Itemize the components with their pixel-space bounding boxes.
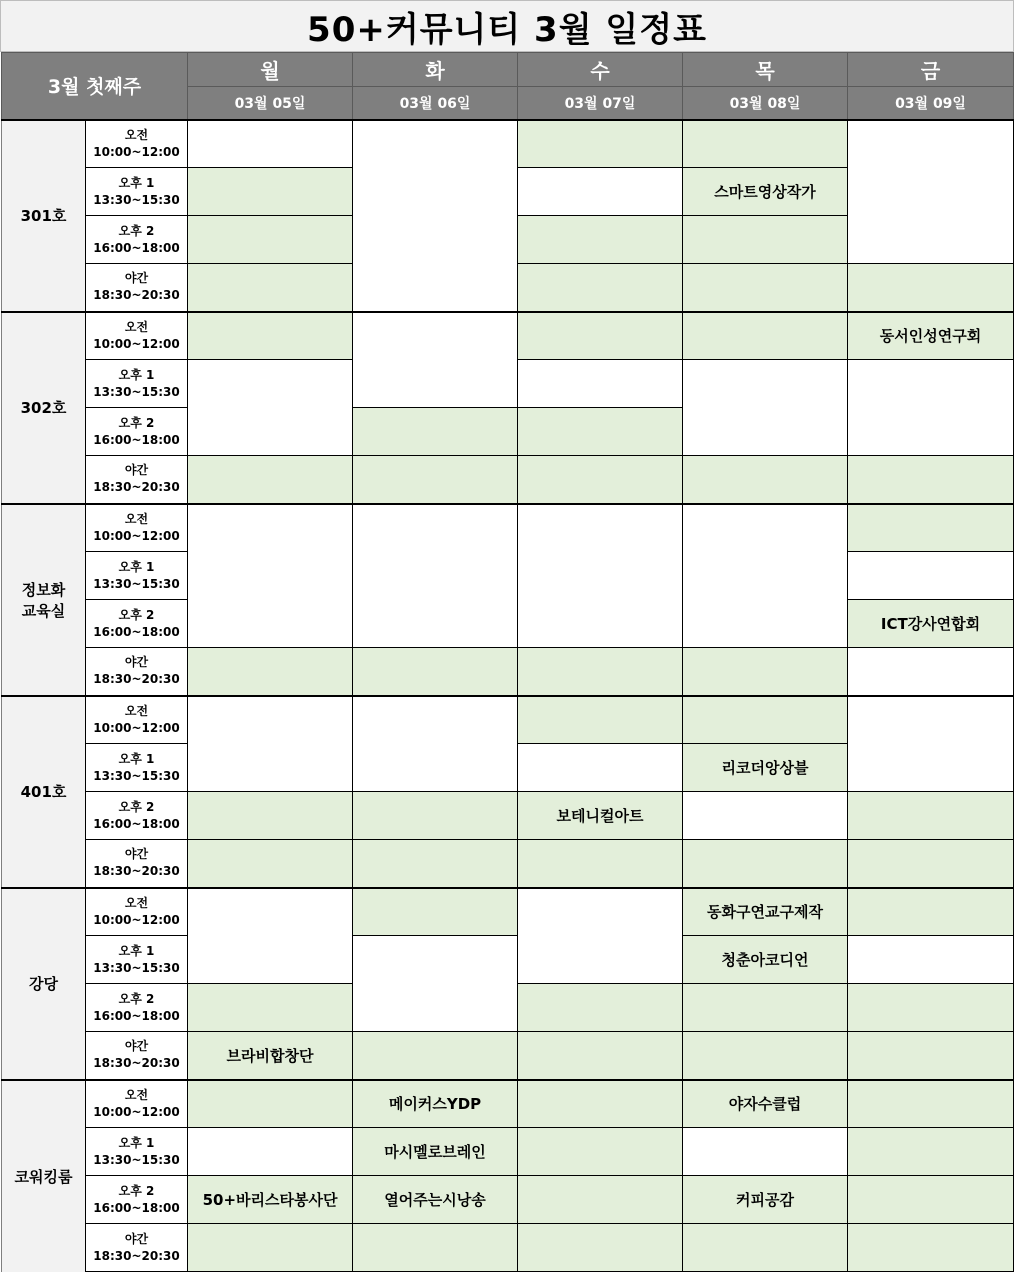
schedule-cell [353, 120, 518, 312]
schedule-cell [848, 1128, 1014, 1176]
schedule-cell [518, 744, 683, 792]
slot-time: 13:30~15:30 [93, 960, 180, 975]
schedule-cell [353, 456, 518, 504]
slot-time: 18:30~20:30 [93, 672, 180, 687]
event-cell: 마시멜로브레인 [353, 1128, 518, 1176]
slot-label [86, 456, 188, 504]
schedule-cell [683, 648, 848, 696]
event-cell: 커피공감 [683, 1176, 848, 1224]
date-header-mon: 03월 05일 [188, 87, 353, 120]
schedule-cell [683, 456, 848, 504]
date-header-fri: 03월 09일 [848, 87, 1014, 120]
schedule-cell [188, 264, 353, 312]
event-cell: ICT강사연합회 [848, 600, 1014, 648]
slot-time: 13:30~15:30 [93, 576, 180, 591]
day-header-fri: 금 [848, 53, 1014, 87]
slot-label [86, 840, 188, 888]
slot-name: 오후 1 [118, 175, 155, 190]
slot-time: 13:30~15:30 [93, 768, 180, 783]
slot-time: 13:30~15:30 [93, 192, 180, 207]
schedule-cell [353, 408, 518, 456]
schedule-cell [353, 648, 518, 696]
slot-time: 10:00~12:00 [93, 912, 180, 927]
slot-name: 야간 [124, 463, 149, 478]
schedule-cell [518, 696, 683, 744]
slot-time: 16:00~18:00 [93, 816, 180, 831]
slot-label [86, 264, 188, 312]
schedule-cell [353, 312, 518, 408]
schedule-cell [518, 216, 683, 264]
event-cell: 야자수클럽 [683, 1080, 848, 1128]
room-label: 강당 [2, 888, 86, 1080]
slot-name: 오전 [124, 895, 149, 910]
schedule-cell [188, 360, 353, 456]
slot-label [86, 792, 188, 840]
schedule-cell [353, 504, 518, 648]
slot-label [86, 648, 188, 696]
schedule-cell [518, 408, 683, 456]
slot-label [86, 216, 188, 264]
event-cell: 보테니컬아트 [518, 792, 683, 840]
schedule-cell [683, 216, 848, 264]
day-header-thu: 목 [683, 53, 848, 87]
slot-label [86, 600, 188, 648]
schedule-cell [848, 1080, 1014, 1128]
slot-name: 오후 2 [118, 799, 155, 814]
schedule-cell [848, 648, 1014, 696]
event-cell: 메이커스YDP [353, 1080, 518, 1128]
slot-label [86, 168, 188, 216]
slot-label [86, 1176, 188, 1224]
schedule-cell [683, 1224, 848, 1272]
schedule-cell [518, 840, 683, 888]
slot-time: 13:30~15:30 [93, 1152, 180, 1167]
slot-name: 오전 [124, 127, 149, 142]
schedule-cell [188, 120, 353, 168]
slot-time: 18:30~20:30 [93, 1056, 180, 1071]
schedule-cell [518, 312, 683, 360]
slot-label [86, 1032, 188, 1080]
event-cell: 50+바리스타봉사단 [188, 1176, 353, 1224]
slot-name: 야간 [124, 847, 149, 862]
slot-label [86, 408, 188, 456]
schedule-cell [518, 1128, 683, 1176]
slot-label [86, 1080, 188, 1128]
schedule-cell [848, 984, 1014, 1032]
event-cell: 청춘아코디언 [683, 936, 848, 984]
slot-label [86, 360, 188, 408]
schedule-cell [188, 888, 353, 984]
slot-label [86, 744, 188, 792]
slot-time: 10:00~12:00 [93, 336, 180, 351]
slot-label [86, 936, 188, 984]
schedule-cell [353, 1032, 518, 1080]
slot-name: 오전 [124, 1087, 149, 1102]
slot-time: 10:00~12:00 [93, 144, 180, 159]
slot-time: 16:00~18:00 [93, 240, 180, 255]
schedule-cell [683, 312, 848, 360]
event-cell: 열어주는시낭송 [353, 1176, 518, 1224]
schedule-cell [188, 216, 353, 264]
slot-label [86, 1128, 188, 1176]
slot-time: 16:00~18:00 [93, 432, 180, 447]
schedule-cell [353, 1224, 518, 1272]
date-header-thu: 03월 08일 [683, 87, 848, 120]
slot-name: 오후 2 [118, 1183, 155, 1198]
schedule-table [1, 52, 1014, 1272]
room-label: 401호 [2, 696, 86, 888]
schedule-cell [518, 456, 683, 504]
schedule-cell [188, 504, 353, 648]
week-label: 3월 첫째주 [2, 53, 188, 120]
event-cell: 동화구연교구제작 [683, 888, 848, 936]
slot-name: 오전 [124, 511, 149, 526]
schedule-cell [518, 504, 683, 648]
schedule-cell [188, 1080, 353, 1128]
room-label-line2: 교육실 [21, 601, 66, 620]
event-cell: 브라비합창단 [188, 1032, 353, 1080]
schedule-cell [518, 264, 683, 312]
schedule-cell [848, 1224, 1014, 1272]
schedule-cell [353, 840, 518, 888]
slot-name: 야간 [124, 1231, 149, 1246]
slot-label [86, 888, 188, 936]
slot-name: 오후 2 [118, 223, 155, 238]
schedule-cell [848, 264, 1014, 312]
schedule-cell [848, 552, 1014, 600]
slot-name: 오후 1 [118, 1135, 155, 1150]
schedule-cell [353, 936, 518, 1032]
schedule-cell [848, 840, 1014, 888]
day-header-wed: 수 [518, 53, 683, 87]
slot-time: 16:00~18:00 [93, 1008, 180, 1023]
schedule-cell [188, 456, 353, 504]
schedule-cell [518, 1080, 683, 1128]
schedule-cell [353, 888, 518, 936]
schedule-cell [848, 792, 1014, 840]
slot-name: 오후 2 [118, 607, 155, 622]
schedule-cell [518, 168, 683, 216]
slot-label [86, 312, 188, 360]
schedule-cell [188, 1128, 353, 1176]
schedule-cell [518, 888, 683, 984]
room-label-line1: 정보화 [21, 580, 66, 599]
day-header-mon: 월 [188, 53, 353, 87]
schedule-cell [188, 696, 353, 792]
schedule-cell [353, 696, 518, 792]
schedule-cell [683, 1128, 848, 1176]
schedule-cell [188, 168, 353, 216]
schedule-cell [188, 840, 353, 888]
schedule-cell [518, 648, 683, 696]
schedule-cell [683, 840, 848, 888]
slot-name: 오전 [124, 703, 149, 718]
slot-label [86, 504, 188, 552]
day-header-tue: 화 [353, 53, 518, 87]
schedule-cell [848, 1032, 1014, 1080]
slot-name: 오후 1 [118, 943, 155, 958]
slot-time: 18:30~20:30 [93, 480, 180, 495]
schedule-cell [683, 504, 848, 648]
schedule-cell [848, 888, 1014, 936]
schedule-cell [188, 792, 353, 840]
schedule-cell [518, 1032, 683, 1080]
schedule-cell [683, 696, 848, 744]
schedule-cell [518, 1224, 683, 1272]
schedule-cell [848, 936, 1014, 984]
slot-time: 16:00~18:00 [93, 1200, 180, 1215]
schedule-cell [848, 1176, 1014, 1224]
event-cell: 리코더앙상블 [683, 744, 848, 792]
slot-name: 오후 2 [118, 415, 155, 430]
schedule-cell [518, 120, 683, 168]
date-header-wed: 03월 07일 [518, 87, 683, 120]
room-label: 코워킹룸 [2, 1080, 86, 1272]
slot-time: 10:00~12:00 [93, 528, 180, 543]
page-title: 50+커뮤니티 3월 일정표 [0, 0, 1014, 52]
schedule-cell [683, 984, 848, 1032]
slot-name: 오전 [124, 319, 149, 334]
slot-label [86, 984, 188, 1032]
date-header-tue: 03월 06일 [353, 87, 518, 120]
slot-name: 야간 [124, 1039, 149, 1054]
slot-label [86, 696, 188, 744]
slot-label [86, 1224, 188, 1272]
slot-name: 야간 [124, 271, 149, 286]
schedule-cell [188, 1224, 353, 1272]
slot-name: 오후 1 [118, 751, 155, 766]
slot-name: 오후 1 [118, 559, 155, 574]
slot-name: 오후 1 [118, 367, 155, 382]
slot-time: 18:30~20:30 [93, 1248, 180, 1263]
schedule-cell [848, 360, 1014, 456]
room-label [2, 504, 86, 696]
schedule-cell [188, 984, 353, 1032]
slot-time: 16:00~18:00 [93, 624, 180, 639]
room-label: 301호 [2, 120, 86, 312]
schedule-cell [848, 120, 1014, 264]
schedule-cell [518, 360, 683, 408]
room-label: 302호 [2, 312, 86, 504]
event-cell: 스마트영상작가 [683, 168, 848, 216]
schedule-cell [518, 1176, 683, 1224]
slot-time: 18:30~20:30 [93, 288, 180, 303]
schedule-cell [683, 1032, 848, 1080]
slot-time: 10:00~12:00 [93, 1104, 180, 1119]
slot-name: 오후 2 [118, 991, 155, 1006]
slot-time: 18:30~20:30 [93, 864, 180, 879]
slot-time: 10:00~12:00 [93, 720, 180, 735]
slot-label [86, 120, 188, 168]
schedule-cell [683, 264, 848, 312]
schedule-cell [848, 696, 1014, 792]
schedule-cell [353, 792, 518, 840]
schedule-cell [683, 792, 848, 840]
slot-name: 야간 [124, 655, 149, 670]
schedule-cell [188, 312, 353, 360]
schedule-cell [683, 360, 848, 456]
slot-time: 13:30~15:30 [93, 384, 180, 399]
slot-label [86, 552, 188, 600]
schedule-cell [683, 120, 848, 168]
schedule-cell [518, 984, 683, 1032]
schedule-cell [848, 504, 1014, 552]
schedule-cell [848, 456, 1014, 504]
event-cell: 동서인성연구회 [848, 312, 1014, 360]
schedule-cell [188, 648, 353, 696]
